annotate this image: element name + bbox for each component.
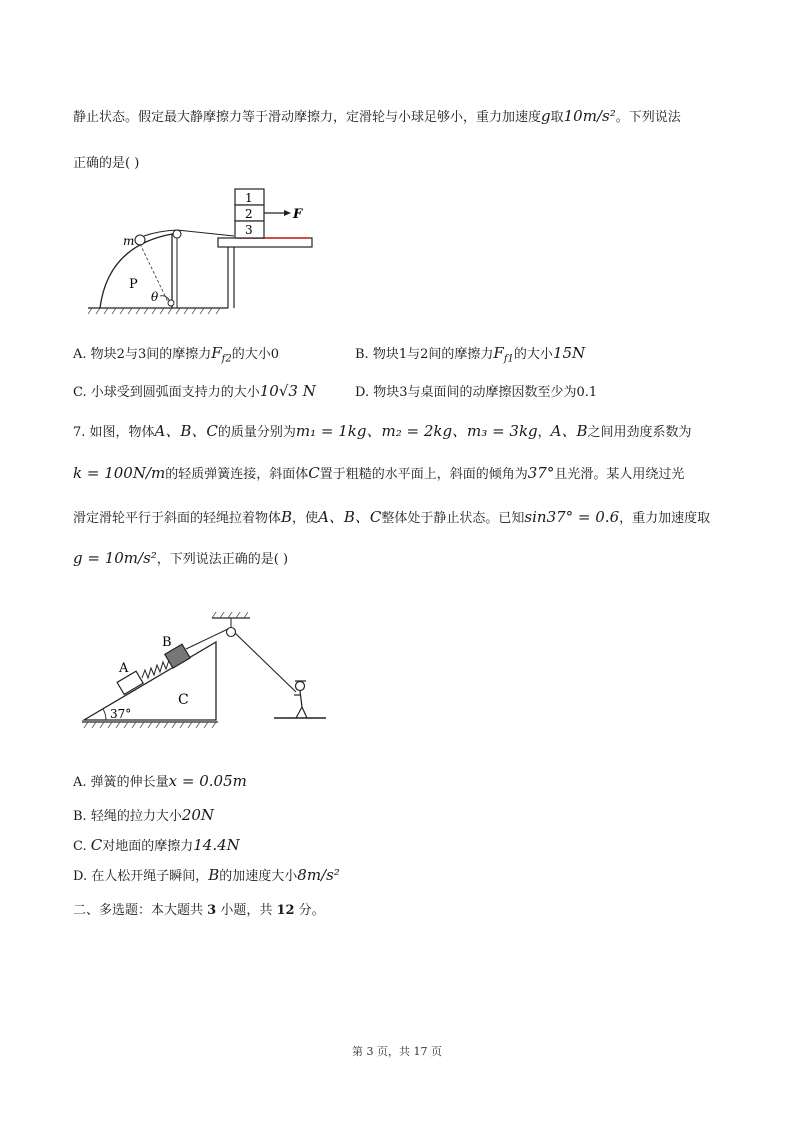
label-block-1: 1 — [245, 191, 253, 205]
q7-figure — [78, 612, 338, 734]
label-m: m — [123, 234, 135, 248]
q7-stem-line3: 滑定滑轮平行于斜面的轻绳拉着物体B，使A、B、C整体处于静止状态。已知sin37° = 0.6，重力加速度取 — [73, 508, 711, 526]
label-angle: 37° — [110, 707, 132, 721]
q7-option-c: C. C对地面的摩擦力14.4N — [73, 836, 240, 854]
q7-stem-line2: k = 100N/m的轻质弹簧连接，斜面体C置于粗糙的水平面上，斜面的倾角为37°且光滑。某人用绕过光 — [73, 464, 685, 482]
q7-option-d: D. 在人松开绳子瞬间，B的加速度大小8m/s² — [73, 866, 340, 884]
table-top — [218, 238, 312, 247]
q6-option-c: C. 小球受到圆弧面支持力的大小10√3 N — [73, 382, 316, 400]
label-A: A — [119, 661, 129, 676]
section-heading: 二、多选题：本大题共 3 小题，共 12 分。 — [73, 903, 325, 918]
q7-stem-line1: 7. 如图，物体A、B、C的质量分别为m₁ = 1kg、m₂ = 2kg、m₃ = 3kg，A、B之间用劲度系数为 — [73, 422, 692, 440]
arc-surface — [100, 234, 172, 308]
label-C: C — [178, 692, 189, 708]
q6-stem-line2: 正确的是( ) — [73, 156, 140, 171]
q6-stem-line1: 静止状态。假定最大静摩擦力等于滑动摩擦力，定滑轮与小球足够小，重力加速度g取10m/s²。下列说法 — [73, 107, 681, 125]
page-footer: 第 3 页，共 17 页 — [352, 1045, 442, 1058]
label-block-3: 3 — [245, 223, 253, 237]
q6-option-b: B. 物块1与2间的摩擦力$F_{f1}$的大小15N — [355, 344, 586, 365]
q7-option-b: B. 轻绳的拉力大小20N — [73, 806, 215, 824]
label-P: P — [129, 277, 138, 292]
q6-option-a: A. 物块2与3间的摩擦力$F_{f2}$的大小0 — [73, 344, 280, 365]
q6-option-d: D. 物块3与桌面间的动摩擦因数至少为0.1 — [355, 385, 598, 400]
ball — [135, 235, 145, 245]
q7-stem-line4: g = 10m/s²，下列说法正确的是( ) — [73, 549, 289, 567]
q6-figure — [88, 186, 328, 316]
person-figure — [294, 681, 307, 718]
label-B: B — [162, 635, 172, 650]
label-theta: θ — [151, 290, 159, 304]
pulley — [173, 230, 181, 238]
q7-option-a: A. 弹簧的伸长量x = 0.05m — [73, 772, 247, 790]
incline-c — [84, 642, 216, 720]
label-block-2: 2 — [245, 207, 253, 221]
label-F: F — [293, 207, 303, 222]
